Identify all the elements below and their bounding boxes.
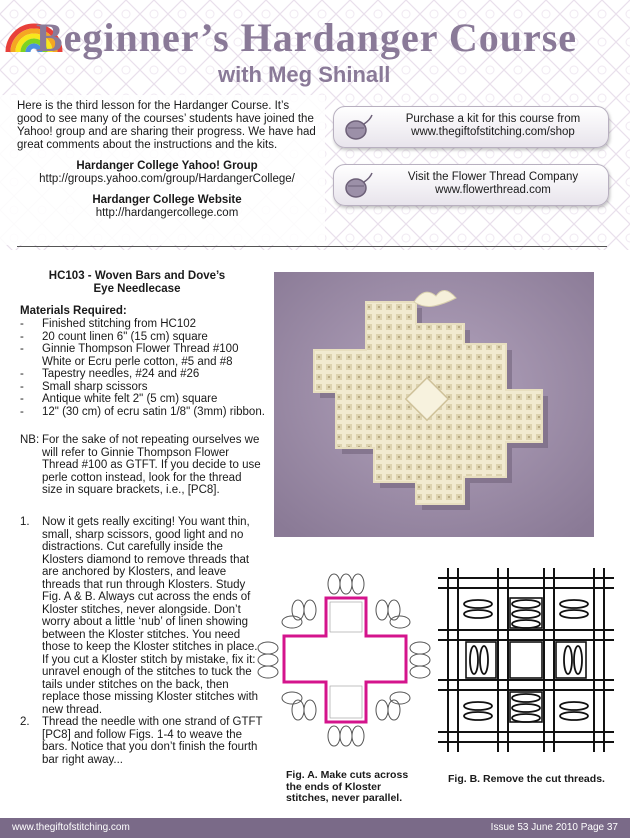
- materials-item: - Small sharp scissors: [20, 381, 265, 394]
- footer-website[interactable]: www.thegiftofstitching.com: [12, 822, 130, 833]
- mouse-icon: [344, 114, 374, 142]
- kloster-loops-top: [328, 574, 364, 594]
- materials-item: - Finished stitching from HC102: [20, 318, 265, 331]
- page-subtitle: with Meg Shinall: [218, 62, 391, 87]
- purchase-kit-line1: Purchase a kit for this course from: [405, 113, 581, 125]
- purchase-kit-button[interactable]: [333, 106, 609, 148]
- page-footer: [0, 818, 630, 838]
- materials-item: - 12" (30 cm) of ecru satin 1/8" (3mm) ribbon.: [20, 406, 265, 419]
- yahoo-group-block: [17, 160, 317, 186]
- figure-a-caption: Fig. A. Make cuts across the ends of Kloster stitches, never parallel.: [286, 769, 409, 804]
- figure-b-caption: Fig. B. Remove the cut threads.: [448, 773, 605, 785]
- figure-b-diagram: [438, 568, 614, 752]
- steps-list: [20, 516, 265, 766]
- flower-thread-line1: Visit the Flower Thread Company: [407, 171, 579, 183]
- flower-thread-url: www.flowerthread.com: [435, 184, 551, 196]
- lesson-title: [17, 270, 257, 296]
- step-item: [20, 516, 265, 716]
- needlecase-photo: [274, 272, 594, 537]
- step-text: Now it gets really exciting! You want thin, small, sharp scissors, good light and no distractions. Cut carefully inside the Klosters diamond to remove threads that are anchored by Klosters, and leave threads that run through Klosters. Study Fig. A & B. Always cut across the ends of Kloster stitches, never alongside. Don’t worry about a little ‘nub’ of linen showing between the Kloster stitches. You need those to keep the Kloster stitches in place. If you cut a Kloster stitch by mistake, fix it: unravel enough of the stitches to tuck the tails under stitches on the back, then replace those missing Kloster stitches with new thread.: [42, 516, 259, 716]
- lesson-title-line1: HC103 - Woven Bars and Dove’s: [48, 270, 226, 282]
- footer-issue-info: Issue 53 June 2010 Page 37: [490, 822, 618, 833]
- materials-list: [20, 318, 265, 418]
- section-divider: [17, 246, 607, 247]
- yahoo-group-label: Hardanger College Yahoo! Group: [76, 160, 258, 172]
- purchase-kit-text: [382, 113, 604, 139]
- figure-a-diagram: [254, 570, 434, 750]
- flower-thread-text: [382, 171, 604, 197]
- page-title: Beginner’s Hardanger Course: [36, 15, 578, 60]
- materials-item: - Tapestry needles, #24 and #26: [20, 368, 265, 381]
- college-website-link[interactable]: http://hardangercollege.com: [95, 207, 239, 219]
- materials-item: - Ginnie Thompson Flower Thread #100 White or Ecru perle cotton, #5 and #8: [20, 343, 265, 368]
- materials-item: - 20 count linen 6" (15 cm) square: [20, 331, 265, 344]
- step-number: 2.: [20, 716, 30, 728]
- step-text: Thread the needle with one strand of GTFT [PC8] and follow Figs. 1-4 to weave the bars. Notice that you don’t finish the fourth bar right away...: [42, 716, 263, 766]
- flower-thread-button[interactable]: [333, 164, 609, 206]
- college-website-block: [17, 194, 317, 220]
- materials-item: - Antique white felt 2" (5 cm) square: [20, 393, 265, 406]
- nb-tag: NB:: [20, 434, 40, 446]
- mouse-icon: [344, 172, 374, 200]
- nb-text: For the sake of not repeating ourselves we will refer to Ginnie Thompson Flower Thread #100 as GTFT. If you decide to use perle cotton instead, look for the thread size in square brackets, i.e., [PC8].: [42, 434, 261, 496]
- step-number: 1.: [20, 516, 30, 528]
- intro-paragraph: Here is the third lesson for the Hardanger Course. It’s good to see many of the courses’ students have joined the Yahoo! group and are sharing their progress. We have had great comments about the instructions and the kits.: [17, 100, 316, 151]
- college-website-label: Hardanger College Website: [92, 194, 242, 206]
- nb-note: [20, 434, 265, 497]
- purchase-kit-url: www.thegiftofstitching.com/shop: [411, 126, 575, 138]
- yahoo-group-link[interactable]: http://groups.yahoo.com/group/HardangerCollege/: [39, 173, 295, 185]
- step-item: [20, 716, 265, 766]
- materials-heading: Materials Required:: [20, 305, 127, 317]
- lesson-title-line2: Eye Needlecase: [93, 283, 181, 295]
